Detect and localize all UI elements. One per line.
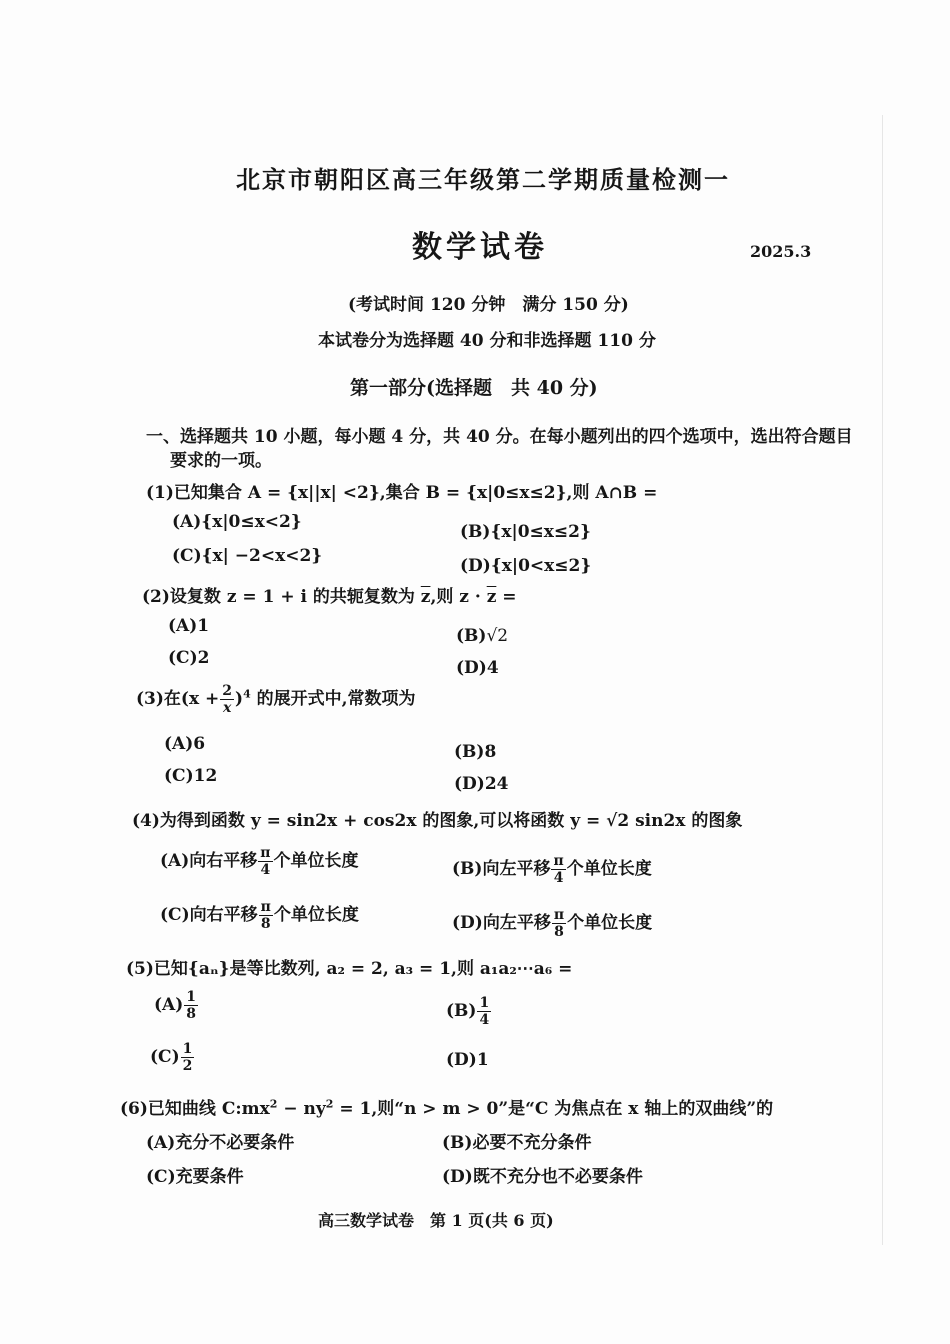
fraction-numerator: 1 bbox=[479, 995, 490, 1011]
fraction-one-over-2 bbox=[181, 1042, 195, 1073]
question-4-option-b bbox=[452, 854, 652, 885]
question-6-option-c: (C)充要条件 bbox=[146, 1167, 244, 1187]
fraction-pi-over-4 bbox=[258, 846, 272, 877]
exponent: 2 bbox=[325, 1097, 334, 1111]
question-6-stem bbox=[120, 1094, 773, 1119]
fraction-one-over-4 bbox=[477, 996, 491, 1027]
fraction-denominator: 8 bbox=[554, 924, 564, 940]
question-5-option-c bbox=[150, 1042, 195, 1073]
fraction-denominator: 4 bbox=[260, 862, 271, 878]
question-6-option-d: (D)既不充分也不必要条件 bbox=[442, 1167, 643, 1187]
question-1-option-d: (D){x|0<x≤2} bbox=[460, 556, 592, 576]
question-2-option-b-label: (B) bbox=[456, 626, 487, 646]
page-edge bbox=[882, 115, 883, 1245]
option-d-suffix: 个单位长度 bbox=[567, 913, 653, 933]
option-a-suffix: 个单位长度 bbox=[273, 851, 359, 871]
question-3-stem-part-a: (3)在(x + bbox=[136, 689, 220, 709]
option-c-suffix: 个单位长度 bbox=[273, 905, 359, 925]
question-2-stem-part-b: ,则 z · bbox=[430, 587, 487, 607]
fraction-denominator: 8 bbox=[260, 916, 271, 932]
fraction-numerator: π bbox=[553, 907, 565, 923]
question-2-stem bbox=[142, 582, 517, 607]
conjugate-z-2: $\overline{z}$ bbox=[486, 587, 497, 607]
question-3-stem-part-b: ) bbox=[235, 689, 244, 709]
exponent: 4 bbox=[243, 687, 251, 701]
sqrt-two: √2 bbox=[486, 626, 509, 646]
fraction-numerator: 1 bbox=[182, 1041, 193, 1057]
fraction-numerator: π bbox=[553, 853, 564, 869]
page-title: 数学试卷 bbox=[412, 230, 548, 265]
fraction-numerator: 1 bbox=[186, 989, 197, 1005]
question-1-stem: (1)已知集合 A = {x||x| <2},集合 B = {x|0≤x≤2},则 A∩B = bbox=[146, 483, 658, 503]
instructions-line-1: 一、选择题共 10 小题，每小题 4 分，共 40 分。在每小题列出的四个选项中，选出符合题目 bbox=[146, 427, 853, 447]
page-footer: 高三数学试卷 第 1 页(共 6 页) bbox=[318, 1211, 554, 1230]
fraction-denominator: 4 bbox=[553, 870, 564, 886]
exponent: 2 bbox=[269, 1097, 278, 1111]
question-2-option-c: (C)2 bbox=[168, 648, 210, 668]
option-d-prefix: (D)向左平移 bbox=[452, 913, 551, 933]
fraction-two-over-x bbox=[220, 684, 234, 715]
question-6-stem-part-a: (6)已知曲线 C:mx bbox=[120, 1099, 270, 1119]
question-5-option-d: (D)1 bbox=[446, 1050, 489, 1070]
question-3-option-d: (D)24 bbox=[454, 774, 509, 794]
question-2-stem-part-a: (2)设复数 z = 1 + i 的共轭复数为 bbox=[142, 587, 421, 607]
fraction-pi-over-4 bbox=[551, 854, 565, 885]
option-a-prefix: (A)向右平移 bbox=[160, 851, 258, 871]
question-2-option-d: (D)4 bbox=[456, 658, 499, 678]
question-3-option-c: (C)12 bbox=[164, 766, 218, 786]
fraction-denominator: 2 bbox=[182, 1058, 193, 1074]
question-2-option-b bbox=[456, 626, 508, 646]
question-6-stem-part-c: = 1,则“n > m > 0”是“C 为焦点在 x 轴上的双曲线”的 bbox=[333, 1099, 774, 1119]
option-b-suffix: 个单位长度 bbox=[566, 859, 652, 879]
question-1-option-b: (B){x|0≤x≤2} bbox=[460, 522, 591, 542]
question-6-stem-part-b: − ny bbox=[277, 1099, 326, 1119]
fraction-numerator: π bbox=[260, 845, 271, 861]
question-1-option-a: (A){x|0≤x<2} bbox=[172, 512, 302, 532]
fraction-numerator: 2 bbox=[222, 683, 233, 699]
question-4-option-c bbox=[160, 900, 359, 931]
question-2-stem-part-c: = bbox=[496, 587, 517, 607]
exam-score-info: 本试卷分为选择题 40 分和非选择题 110 分 bbox=[318, 331, 656, 351]
question-1-option-c: (C){x| −2<x<2} bbox=[172, 546, 323, 566]
question-5-option-a bbox=[154, 990, 199, 1021]
fraction-numerator: π bbox=[260, 899, 271, 915]
fraction-pi-over-8 bbox=[552, 908, 566, 939]
exam-date: 2025.3 bbox=[750, 242, 812, 261]
exam-time-info: (考试时间 120 分钟 满分 150 分) bbox=[348, 295, 629, 315]
question-4-option-a bbox=[160, 846, 359, 877]
question-3-stem-part-c: 的展开式中,常数项为 bbox=[250, 689, 416, 709]
question-2-option-a: (A)1 bbox=[168, 616, 210, 636]
question-6-option-b: (B)必要不充分条件 bbox=[442, 1133, 592, 1153]
question-5-option-b bbox=[446, 996, 492, 1027]
option-c-prefix: (C)向右平移 bbox=[160, 905, 258, 925]
question-5-stem: (5)已知{aₙ}是等比数列, a₂ = 2, a₃ = 1,则 a₁a₂⋯a₆ = bbox=[126, 959, 573, 979]
section-title: 第一部分(选择题 共 40 分) bbox=[350, 377, 598, 399]
question-4-stem: (4)为得到函数 y = sin2x + cos2x 的图象,可以将函数 y = √2 sin2x 的图象 bbox=[132, 811, 743, 831]
option-b-prefix: (B)向左平移 bbox=[452, 859, 551, 879]
fraction-pi-over-8 bbox=[259, 900, 273, 931]
exam-header: 北京市朝阳区高三年级第二学期质量检测一 bbox=[236, 165, 730, 194]
option-b-label: (B) bbox=[446, 1001, 477, 1021]
question-3-stem bbox=[136, 684, 416, 715]
fraction-denominator: 8 bbox=[186, 1006, 197, 1022]
fraction-one-over-8 bbox=[184, 990, 198, 1021]
fraction-denominator: x bbox=[222, 700, 232, 716]
question-3-option-a: (A)6 bbox=[164, 734, 206, 754]
instructions-line-2: 要求的一项。 bbox=[170, 451, 272, 471]
option-a-label: (A) bbox=[154, 995, 184, 1015]
question-3-option-b: (B)8 bbox=[454, 742, 497, 762]
question-4-option-d bbox=[452, 908, 652, 939]
conjugate-z: $\overline{z}$ bbox=[420, 587, 431, 607]
question-6-option-a: (A)充分不必要条件 bbox=[146, 1133, 295, 1153]
fraction-denominator: 4 bbox=[479, 1012, 490, 1028]
option-c-label: (C) bbox=[150, 1047, 180, 1067]
